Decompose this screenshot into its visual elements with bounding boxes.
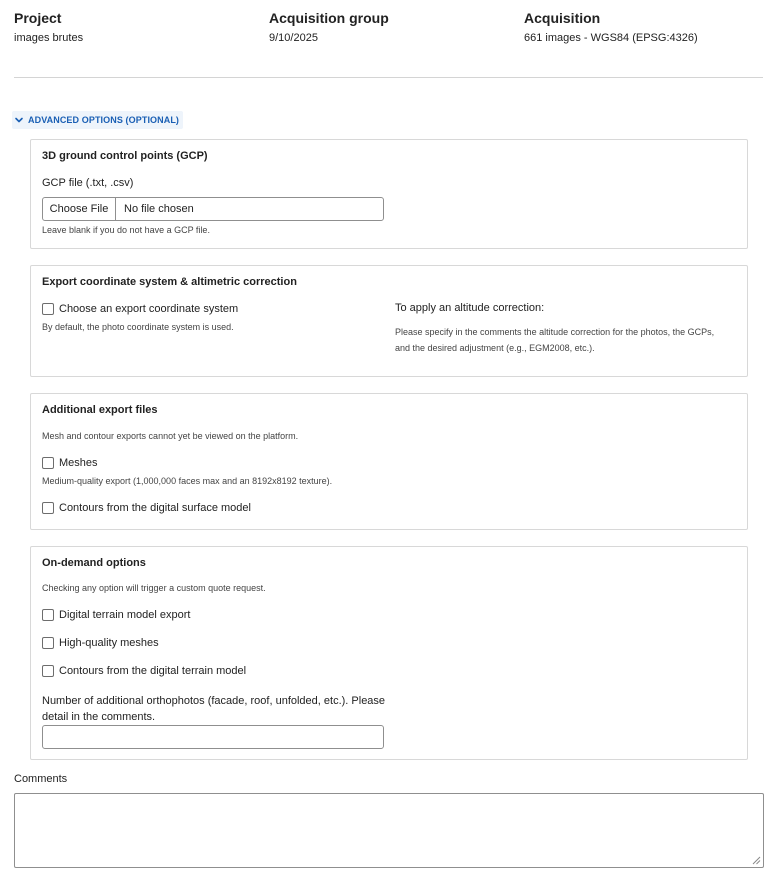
resize-handle-icon[interactable] (752, 856, 761, 865)
acquisition-value: 661 images - WGS84 (EPSG:4326) (524, 32, 698, 44)
export-crs-card (30, 265, 748, 377)
gcp-title: 3D ground control points (GCP) (42, 150, 208, 162)
dtm-checkbox-row[interactable] (42, 608, 190, 622)
advanced-options-toggle[interactable] (12, 111, 183, 129)
on-demand-title: On-demand options (42, 557, 146, 569)
acquisition-summary (14, 0, 763, 78)
meshes-label: Meshes (59, 457, 98, 469)
contours-dtm-checkbox-row[interactable] (42, 664, 246, 678)
acquisition-summary-col (524, 10, 698, 45)
additional-exports-card (30, 393, 748, 530)
gcp-file-label: GCP file (.txt, .csv) (42, 177, 134, 189)
export-crs-default-note: By default, the photo coordinate system is used. (42, 322, 234, 332)
meshes-checkbox[interactable] (42, 457, 54, 469)
meshes-note: Medium-quality export (1,000,000 faces max and an 8192x8192 texture). (42, 476, 333, 486)
hq-meshes-label: High-quality meshes (59, 637, 159, 649)
orthophotos-label-line-1: Number of additional orthophotos (facade, roof, unfolded, etc.). Please (42, 695, 386, 707)
additional-exports-title: Additional export files (42, 404, 158, 416)
acquisition-group-value: 9/10/2025 (269, 32, 318, 44)
altitude-correction-heading: To apply an altitude correction: (395, 302, 545, 314)
orthophotos-label-line-2: detail in the comments. (42, 711, 156, 723)
export-crs-title: Export coordinate system & altimetric correction (42, 276, 297, 288)
file-status: No file chosen (124, 203, 194, 215)
chevron-down-icon (14, 115, 24, 125)
orthophotos-label (42, 693, 385, 725)
additional-exports-note: Mesh and contour exports cannot yet be viewed on the platform. (42, 431, 299, 441)
gcp-hint: Leave blank if you do not have a GCP file. (42, 225, 210, 235)
dtm-checkbox[interactable] (42, 609, 54, 621)
contours-dtm-checkbox[interactable] (42, 665, 54, 677)
acquisition-label: Acquisition (524, 10, 601, 26)
gcp-file-input[interactable] (42, 197, 384, 221)
acquisition-group-label: Acquisition group (269, 10, 389, 26)
contours-dsm-label: Contours from the digital surface model (59, 502, 251, 514)
export-crs-checkbox-row[interactable] (42, 302, 238, 316)
project-label: Project (14, 10, 62, 26)
dtm-label: Digital terrain model export (59, 609, 191, 621)
meshes-checkbox-row[interactable] (42, 456, 98, 470)
acquisition-group-summary (269, 10, 389, 45)
project-summary (14, 10, 83, 45)
project-value: images brutes (14, 32, 84, 44)
hq-meshes-checkbox[interactable] (42, 637, 54, 649)
comments-textarea[interactable] (14, 793, 764, 868)
orthophotos-count-input[interactable] (42, 725, 384, 749)
hq-meshes-checkbox-row[interactable] (42, 636, 159, 650)
on-demand-card (30, 546, 748, 760)
export-crs-checkbox[interactable] (42, 303, 54, 315)
contours-dtm-label: Contours from the digital terrain model (59, 665, 247, 677)
comments-label: Comments (14, 773, 68, 785)
on-demand-note: Checking any option will trigger a custom quote request. (42, 583, 266, 593)
altitude-correction-note-1: Please specify in the comments the altitude correction for the photos, the GCPs, (395, 327, 715, 337)
contours-dsm-checkbox[interactable] (42, 502, 54, 514)
altitude-correction-note-2: and the desired adjustment (e.g., EGM2008, etc.). (395, 343, 595, 353)
export-crs-checkbox-label: Choose an export coordinate system (59, 303, 239, 315)
choose-file-button[interactable]: Choose File (43, 198, 116, 220)
gcp-card (30, 139, 748, 249)
contours-dsm-checkbox-row[interactable] (42, 501, 251, 515)
advanced-options-label: ADVANCED OPTIONS (OPTIONAL) (28, 115, 180, 125)
